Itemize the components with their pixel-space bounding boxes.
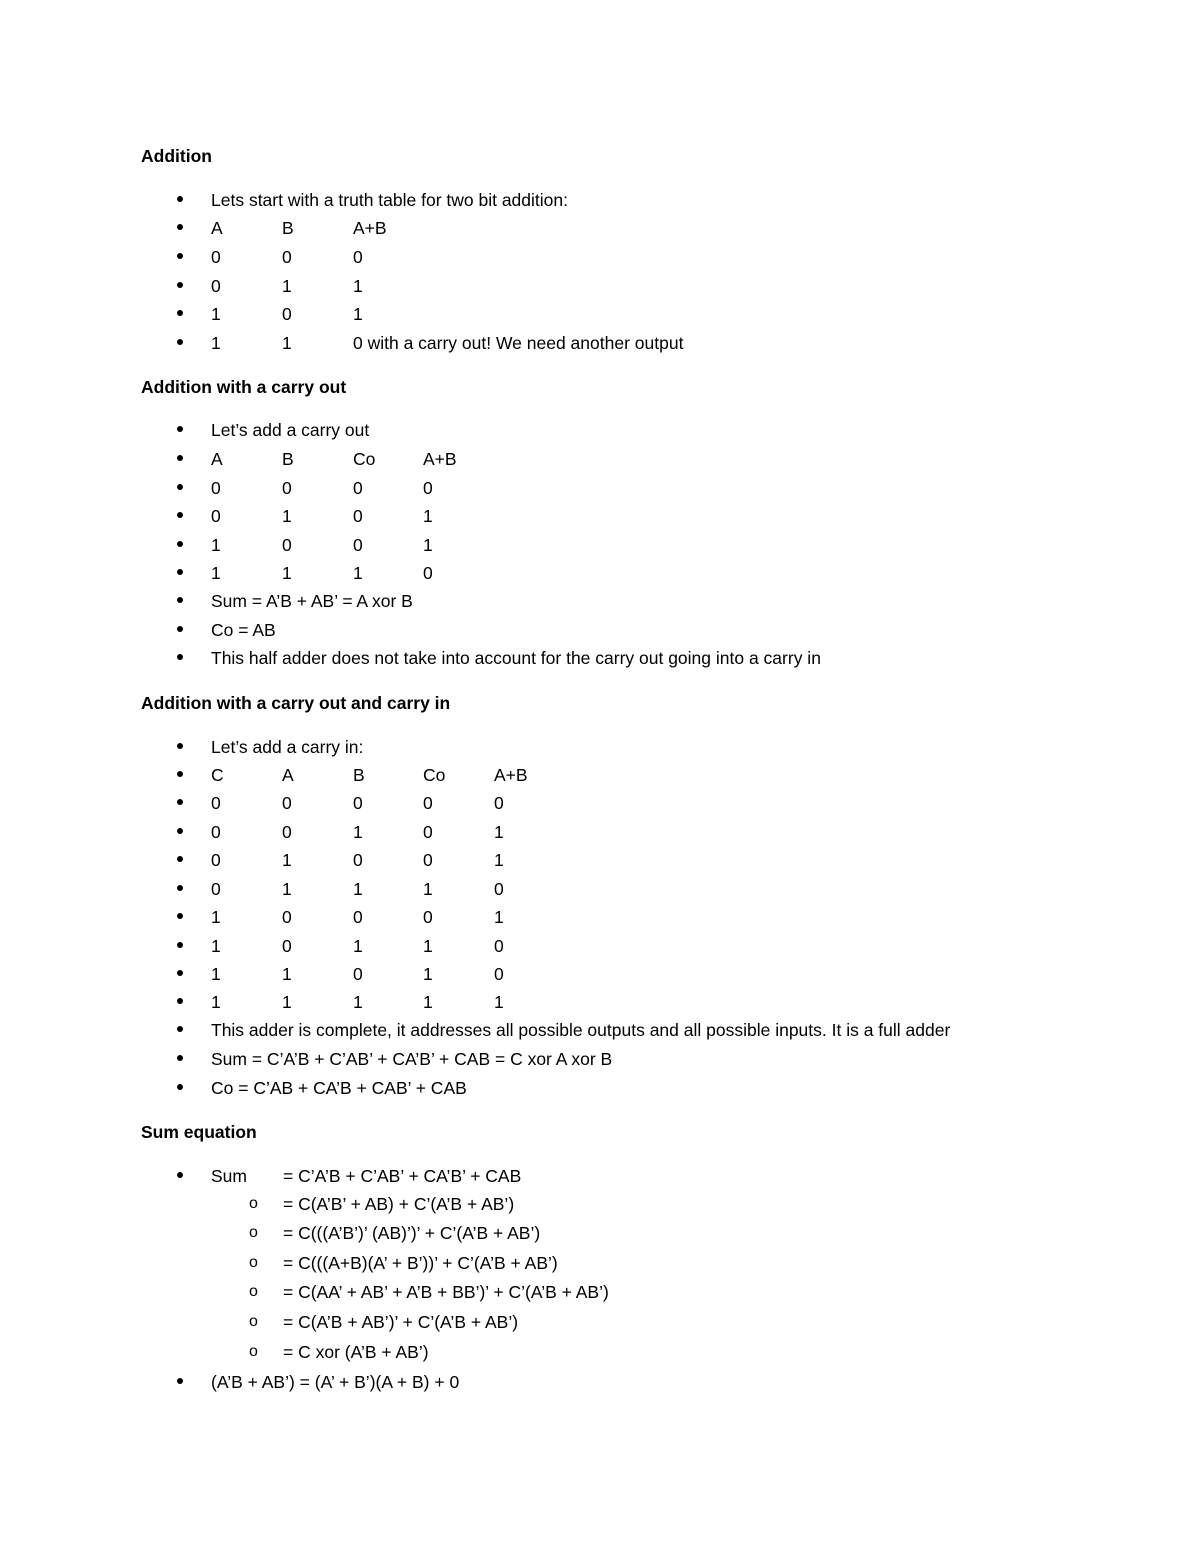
table-cell: 1 — [423, 506, 433, 526]
table-header-cell: Co — [423, 765, 446, 785]
table-cell: 0 — [353, 506, 363, 526]
bullet-icon — [175, 1076, 185, 1100]
table-cell: 1 — [494, 907, 504, 927]
table-cell: 1 — [282, 992, 292, 1012]
table-cell: 1 — [211, 992, 221, 1012]
table-cell: 1 — [353, 936, 363, 956]
table-cell: 0 — [423, 793, 433, 813]
table-header-cell: A+B — [353, 218, 387, 238]
table-cell: 1 — [282, 879, 292, 899]
table-cell: 1 — [353, 879, 363, 899]
table-cell: 0 — [353, 478, 363, 498]
table-cell: 0 — [282, 793, 292, 813]
table-cell: 0 — [494, 793, 504, 813]
table-header-cell: Co — [353, 449, 376, 469]
identity-equation-text: (A’B + AB’) = (A’ + B’)(A + B) + 0 — [211, 1372, 460, 1392]
table-cell: 0 — [211, 478, 221, 498]
note-text: This adder is complete, it addresses all possible outputs and all possible inputs. It is a full adder — [211, 1020, 951, 1040]
bullet-icon — [175, 561, 185, 585]
sub-bullet-icon: o — [249, 1254, 258, 1271]
table-cell: 1 — [494, 992, 504, 1012]
table-cell: 0 — [211, 506, 221, 526]
table-cell: 1 — [353, 563, 363, 583]
sub-bullet-icon: o — [249, 1313, 258, 1330]
table-cell: 0 — [353, 535, 363, 555]
table-cell: 0 — [423, 907, 433, 927]
bullet-icon — [175, 905, 185, 929]
intro-text: Lets start with a truth table for two bit addition: — [211, 190, 568, 210]
table-cell: 0 — [282, 936, 292, 956]
table-cell: 1 — [353, 276, 363, 296]
table-header-cell: A+B — [494, 765, 528, 785]
table-cell: 1 — [211, 907, 221, 927]
table-cell: 0 — [211, 276, 221, 296]
bullet-icon — [175, 1164, 185, 1188]
bullet-icon — [175, 934, 185, 958]
bullet-icon — [175, 533, 185, 557]
table-cell: 1 — [423, 992, 433, 1012]
table-cell: 0 — [423, 478, 433, 498]
table-cell: 0 — [282, 478, 292, 498]
table-header-cell: B — [282, 218, 294, 238]
table-cell: 0 — [282, 304, 292, 324]
table-header-cell: A — [211, 218, 223, 238]
table-cell: 1 — [423, 879, 433, 899]
bullet-icon — [175, 418, 185, 442]
derivation-step: = C(((A’B’)’ (AB)’)’ + C’(A’B + AB’) — [283, 1223, 541, 1243]
table-cell: 1 — [423, 964, 433, 984]
table-cell: 1 — [282, 333, 292, 353]
table-cell: 1 — [353, 992, 363, 1012]
sum-expression: = C’A’B + C’AB’ + CA’B’ + CAB — [283, 1166, 522, 1186]
table-cell: 1 — [211, 333, 221, 353]
bullet-icon — [175, 877, 185, 901]
carry-equation-text: Co = AB — [211, 620, 276, 640]
table-cell: 0 — [282, 535, 292, 555]
bullet-icon — [175, 447, 185, 471]
heading-carry-out: Addition with a carry out — [141, 377, 347, 397]
table-cell: 0 — [494, 936, 504, 956]
table-header-cell: B — [353, 765, 365, 785]
bullet-icon — [175, 763, 185, 787]
bullet-icon — [175, 1047, 185, 1071]
table-cell: 1 — [494, 850, 504, 870]
table-cell: 0 — [211, 822, 221, 842]
table-cell: 0 — [353, 964, 363, 984]
bullet-icon — [175, 476, 185, 500]
table-cell: 1 — [282, 964, 292, 984]
table-cell: 1 — [494, 822, 504, 842]
table-header-cell: A+B — [423, 449, 457, 469]
sum-label: Sum — [211, 1166, 247, 1186]
table-cell: 0 — [211, 879, 221, 899]
table-header-cell: C — [211, 765, 224, 785]
derivation-step: = C xor (A’B + AB’) — [283, 1342, 429, 1362]
table-header-cell: A — [282, 765, 294, 785]
table-cell: 0 — [282, 247, 292, 267]
bullet-icon — [175, 331, 185, 355]
derivation-step: = C(AA’ + AB’ + A’B + BB’)’ + C’(A’B + AB’) — [283, 1282, 609, 1302]
carry-equation-text: Co = C’AB + CA’B + CAB’ + CAB — [211, 1078, 467, 1098]
bullet-icon — [175, 820, 185, 844]
table-cell: 1 — [211, 535, 221, 555]
heading-carry-in: Addition with a carry out and carry in — [141, 693, 451, 713]
bullet-icon — [175, 1370, 185, 1394]
bullet-icon — [175, 504, 185, 528]
bullet-icon — [175, 848, 185, 872]
note-text: This half adder does not take into account for the carry out going into a carry in — [211, 648, 821, 668]
table-cell: 0 — [423, 563, 433, 583]
table-cell: 1 — [211, 563, 221, 583]
bullet-icon — [175, 216, 185, 240]
intro-text: Let’s add a carry out — [211, 420, 370, 440]
table-cell: 1 — [423, 535, 433, 555]
table-cell: 0 — [211, 793, 221, 813]
derivation-step: = C(A’B’ + AB) + C’(A’B + AB’) — [283, 1194, 515, 1214]
table-cell: 1 — [353, 304, 363, 324]
table-cell: 1 — [282, 276, 292, 296]
table-cell: 1 — [282, 563, 292, 583]
sub-bullet-icon: o — [249, 1224, 258, 1241]
table-cell: 1 — [282, 506, 292, 526]
sum-equation-text: Sum = A’B + AB’ = A xor B — [211, 591, 413, 611]
heading-sum-equation: Sum equation — [141, 1122, 257, 1142]
bullet-icon — [175, 735, 185, 759]
table-cell: 0 — [423, 822, 433, 842]
table-cell: 0 — [211, 850, 221, 870]
table-cell: 0 — [211, 247, 221, 267]
table-cell: 0 with a carry out! We need another output — [353, 333, 684, 353]
derivation-step: = C(A’B + AB’)’ + C’(A’B + AB’) — [283, 1312, 519, 1332]
sub-bullet-icon: o — [249, 1343, 258, 1360]
table-cell: 0 — [353, 907, 363, 927]
table-cell: 0 — [423, 850, 433, 870]
heading-addition: Addition — [141, 146, 212, 166]
table-cell: 0 — [282, 907, 292, 927]
bullet-icon — [175, 589, 185, 613]
table-cell: 1 — [211, 964, 221, 984]
bullet-icon — [175, 646, 185, 670]
bullet-icon — [175, 1018, 185, 1042]
table-cell: 0 — [282, 822, 292, 842]
table-cell: 1 — [211, 304, 221, 324]
table-header-cell: A — [211, 449, 223, 469]
table-cell: 0 — [353, 793, 363, 813]
table-cell: 0 — [353, 850, 363, 870]
sub-bullet-icon: o — [249, 1283, 258, 1300]
sub-bullet-icon: o — [249, 1195, 258, 1212]
table-cell: 0 — [353, 247, 363, 267]
intro-text: Let’s add a carry in: — [211, 737, 364, 757]
bullet-icon — [175, 962, 185, 986]
sum-equation-text: Sum = C’A’B + C’AB’ + CA’B’ + CAB = C xor A xor B — [211, 1049, 613, 1069]
bullet-icon — [175, 618, 185, 642]
table-cell: 1 — [282, 850, 292, 870]
table-cell: 1 — [423, 936, 433, 956]
bullet-icon — [175, 990, 185, 1014]
table-header-cell: B — [282, 449, 294, 469]
table-cell: 1 — [353, 822, 363, 842]
table-cell: 1 — [211, 936, 221, 956]
bullet-icon — [175, 188, 185, 212]
bullet-icon — [175, 302, 185, 326]
bullet-icon — [175, 791, 185, 815]
table-cell: 0 — [494, 879, 504, 899]
bullet-icon — [175, 245, 185, 269]
bullet-icon — [175, 274, 185, 298]
table-cell: 0 — [494, 964, 504, 984]
derivation-step: = C(((A+B)(A’ + B’))’ + C’(A’B + AB’) — [283, 1253, 558, 1273]
